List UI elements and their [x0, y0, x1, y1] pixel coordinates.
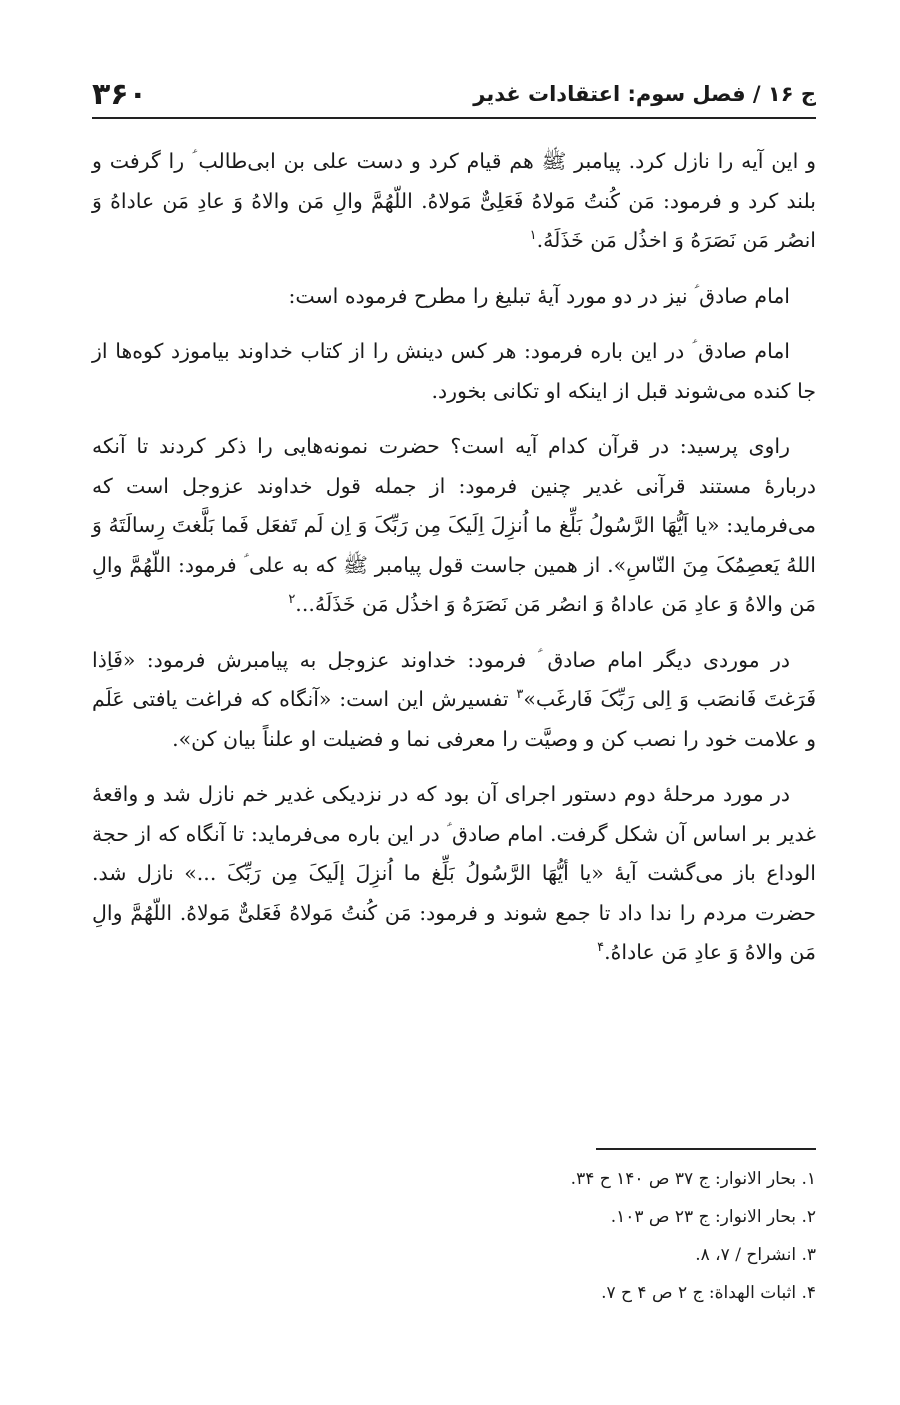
paragraph-text: و این آیه را نازل کرد. پیامبر ﷺ هم قیام کرد و دست علی بن ابی‌طالب ؑ را گرفت و بلند کرد و فرمود: مَن کُنتُ مَولاهُ فَعَلِیٌّ مَولاهُ. اللّهُمَّ والِ مَن والاهُ وَ عادِ مَن عاداهُ وَ انصُر مَن نَصَرَهُ وَ اخذُل مَن خَذَلَهُ.: [92, 149, 816, 252]
header-rule: [92, 117, 816, 119]
paragraph-text: امام صادق ؑ نیز در دو مورد آیهٔ تبلیغ را مطرح فرموده است:: [288, 283, 790, 308]
footnote-2: ۲. بحار الانوار: ج ۲۳ ص ۱۰۳.: [610, 1207, 816, 1227]
running-head: ج ۱۶ / فصل سوم: اعتقادات غدیر: [473, 82, 816, 106]
footnote-marker: ۳: [516, 687, 524, 703]
paragraph-2: [92, 277, 816, 317]
footnote-marker: ۲: [288, 592, 296, 608]
footnote-rule: [596, 1148, 816, 1150]
page-number: ۳۶۰: [92, 76, 147, 112]
footnote-marker: ۴: [597, 940, 605, 956]
footnote-4: ۴. اثبات الهداة: ج ۲ ص ۴ ح ۷.: [601, 1283, 816, 1303]
paragraph-4: [92, 427, 816, 625]
paragraph-1: [92, 142, 816, 261]
footnote-1: ۱. بحار الانوار: ج ۳۷ ص ۱۴۰ ح ۳۴.: [570, 1169, 816, 1189]
paragraph-text: امام صادق ؑ در این باره فرمود: هر کس دینش را از کتاب خداوند بیاموزد کوه‌ها از جا کنده می‌شوند قبل از اینکه او تکانی بخورد.: [92, 339, 816, 403]
page-header: [92, 72, 816, 116]
paragraph-text: راوی پرسید: در قرآن کدام آیه است؟ حضرت نمونه‌هایی را ذکر کردند تا آنکه دربارهٔ مستند قرآنی غدیر چنین فرمود: از جمله قول خداوند عزوجل است که می‌فرماید: «یا اَیُّهَا الرَّسُولُ بَلِّغ ما اُنزِلَ اِلَیکَ مِن رَبِّکَ وَ اِن لَم تَفعَل فَما بَلَّغتَ رِسالَتَهُ وَ اللهُ یَعصِمُکَ مِنَ النّاسِ». از همین جاست قول پیامبر ﷺ که به علی ؑ فرمود: اللّهُمَّ والِ مَن والاهُ وَ عادِ مَن عاداهُ وَ انصُر مَن نَصَرَهُ وَ اخذُل مَن خَذَلَهُ...: [92, 434, 816, 616]
paragraph-text: در موردی دیگر امام صادق ؑ فرمود: خداوند عزوجل به پیامبرش فرمود: «فَاِذا فَرَغتَ فَانصَب وَ اِلی رَبِّکَ فَارغَب»: [92, 647, 817, 711]
paragraph-3: [92, 332, 816, 411]
paragraph-text: در مورد مرحلهٔ دوم دستور اجرای آن بود که در نزدیکی غدیر خم نازل شد و واقعهٔ غدیر بر اساس آن شکل گرفت. امام صادق ؑ در این باره می‌فرماید: تا آنگاه که از حجة الوداع باز می‌گشت آیهٔ «یا أیُّهَا الرَّسُولُ بَلِّغ ما اُنزِلَ إلَیکَ مِن رَبِّکَ ...» نازل شد. حضرت مردم را ندا داد تا جمع شوند و فرمود: مَن کُنتُ مَولاهُ فَعَلیٌّ مَولاهُ. اللّهُمَّ والِ مَن والاهُ وَ عادِ مَن عاداهُ.: [92, 782, 816, 964]
footnote-3: ۳. انشراح / ۷، ۸.: [695, 1245, 816, 1265]
body-text: [92, 142, 816, 989]
footnotes: [92, 1160, 816, 1312]
footnote-marker: ۱: [529, 228, 537, 244]
paragraph-text-tail: تفسیرش این است: «آنگاه که فراغت یافتی عَلَم و علامت خود را نصب کن و وصیَّت را معرفی نما و فضیلت او علناً بیان کن».: [92, 687, 816, 751]
paragraph-5: [92, 641, 816, 760]
paragraph-6: [92, 775, 816, 973]
